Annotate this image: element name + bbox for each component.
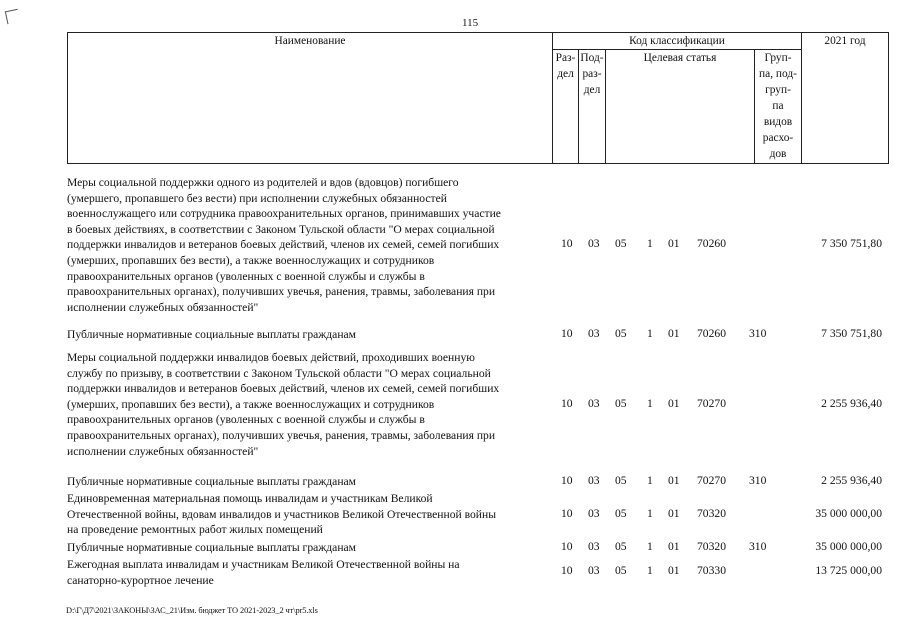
table-row	[67, 350, 887, 459]
header-name: Наименование	[68, 33, 553, 164]
row-target-part-1: 05	[615, 237, 627, 250]
row-target-part-2: 1	[647, 397, 653, 410]
row-target-part-1: 05	[615, 474, 627, 487]
table-header	[67, 32, 889, 164]
row-name-line: Меры социальной поддержки одного из родителей и вдов (вдовцов) погибшего	[67, 176, 459, 189]
table-row	[67, 175, 887, 315]
row-sum-2021: 13 725 000,00	[815, 564, 882, 577]
row-name-line: правоохранительных органах), получивших увечья, ранения, травмы, заболевания при	[67, 428, 496, 442]
row-name-line: правоохранительных органов (уволенных с военной службы и службы в	[67, 413, 425, 427]
table-row	[67, 540, 887, 556]
row-name	[67, 491, 552, 538]
row-name-line: правоохранительных органах), получивших увечья, ранения, травмы, заболевания при	[67, 285, 496, 299]
row-razdel: 10	[561, 474, 573, 487]
row-name-line: (умерших, пропавших без вести), а также военнослужащих и сотрудников	[67, 253, 435, 267]
row-name-line: военнослужащего или сотрудника правоохранительных органов, принимавших участие	[67, 207, 501, 221]
row-sum-2021: 35 000 000,00	[815, 540, 882, 553]
row-sum-2021: 7 350 751,80	[821, 327, 882, 340]
row-name-line: Публичные нормативные социальные выплаты гражданам	[67, 475, 356, 488]
row-target-part-3: 01	[668, 327, 680, 340]
row-name-line: поддержки инвалидов и ветеранов боевых действий, членов их семей, семей погибших	[67, 382, 500, 396]
row-name-line: службу по призыву, в соответствии с Законом Тульской области "О мерах социальной	[67, 366, 491, 380]
page-number: 115	[462, 17, 479, 29]
row-razdel: 10	[561, 564, 573, 577]
row-target-part-1: 05	[615, 540, 627, 553]
row-target-part-3: 01	[668, 397, 680, 410]
row-name-line: (умершего, пропавшего без вести) при исполнении служебных обязанностей	[67, 191, 447, 205]
row-target-part-3: 01	[668, 564, 680, 577]
row-name	[67, 175, 552, 315]
row-target-part-3: 01	[668, 540, 680, 553]
row-target-part-2: 1	[647, 474, 653, 487]
row-expense-group: 310	[749, 474, 767, 487]
row-name	[67, 540, 552, 556]
row-target-part-4: 70260	[697, 237, 726, 250]
row-target-part-3: 01	[668, 507, 680, 520]
row-target-part-1: 05	[615, 507, 627, 520]
row-name-line: Единовременная материальная помощь инвалидам и участникам Великой	[67, 492, 433, 505]
row-name	[67, 327, 552, 343]
row-name-line: Ежегодная выплата инвалидам и участникам Великой Отечественной войны на	[67, 558, 460, 571]
row-sum-2021: 7 350 751,80	[821, 237, 882, 250]
row-name-line: в боевых действиях, в соответствии с Законом Тульской области "О мерах социальной	[67, 222, 495, 236]
header-razdel: Раз- дел	[553, 50, 579, 164]
row-target-part-2: 1	[647, 327, 653, 340]
row-podrazdel: 03	[588, 327, 600, 340]
header-classification-code: Код классификации	[553, 33, 802, 50]
row-podrazdel: 03	[588, 507, 600, 520]
row-name-line: Отечественной войны, вдовам инвалидов и участников Великой Отечественной войны	[67, 507, 496, 521]
row-podrazdel: 03	[588, 474, 600, 487]
row-expense-group: 310	[749, 327, 767, 340]
row-target-part-4: 70270	[697, 397, 726, 410]
row-target-part-3: 01	[668, 474, 680, 487]
header-expense-group: Груп- па, под- груп- па видов расхо- дов	[755, 50, 802, 164]
row-razdel: 10	[561, 507, 573, 520]
row-target-part-1: 05	[615, 564, 627, 577]
row-name-line: (умерших, пропавших без вести), а также военнослужащих и сотрудников	[67, 397, 435, 411]
corner-mark	[5, 9, 20, 24]
row-sum-2021: 35 000 000,00	[815, 507, 882, 520]
row-name-line: исполнении служебных обязанностей"	[67, 444, 259, 458]
row-name	[67, 474, 552, 490]
row-name-line: Публичные нормативные социальные выплаты гражданам	[67, 328, 356, 341]
row-razdel: 10	[561, 237, 573, 250]
row-target-part-1: 05	[615, 397, 627, 410]
table-row	[67, 557, 887, 588]
row-razdel: 10	[561, 327, 573, 340]
row-target-part-1: 05	[615, 327, 627, 340]
row-target-part-2: 1	[647, 564, 653, 577]
row-name-line: исполнении служебных обязанностей"	[67, 300, 259, 314]
row-name-line: поддержки инвалидов и ветеранов боевых действий, членов их семей, семей погибших	[67, 238, 500, 252]
row-target-part-3: 01	[668, 237, 680, 250]
table-row	[67, 491, 887, 538]
row-target-part-4: 70320	[697, 507, 726, 520]
row-target-part-2: 1	[647, 507, 653, 520]
row-podrazdel: 03	[588, 237, 600, 250]
footer-file-path: D:\Г\Д7\2021\ЗАКОНЫ\ЗАС_21\Изм. бюджет ТО 2021-2023_2 чт\pr5.xls	[66, 606, 318, 615]
row-name-line: санаторно-курортное лечение	[67, 573, 214, 587]
row-podrazdel: 03	[588, 540, 600, 553]
row-name	[67, 350, 552, 459]
row-name-line: правоохранительных органов (уволенных с военной службы и службы в	[67, 269, 425, 283]
row-target-part-2: 1	[647, 237, 653, 250]
row-name-line: на проведение ремонтных работ жилых помещений	[67, 523, 323, 537]
row-podrazdel: 03	[588, 564, 600, 577]
row-target-part-2: 1	[647, 540, 653, 553]
row-target-part-4: 70270	[697, 474, 726, 487]
header-target-article: Целевая статья	[606, 50, 755, 164]
row-name-line: Публичные нормативные социальные выплаты гражданам	[67, 541, 356, 554]
table-row	[67, 474, 887, 490]
row-razdel: 10	[561, 540, 573, 553]
header-podrazdel: Под- раз- дел	[579, 50, 606, 164]
row-name-line: Меры социальной поддержки инвалидов боевых действий, проходивших военную	[67, 351, 475, 364]
row-expense-group: 310	[749, 540, 767, 553]
row-target-part-4: 70260	[697, 327, 726, 340]
row-sum-2021: 2 255 936,40	[821, 397, 882, 410]
row-podrazdel: 03	[588, 397, 600, 410]
row-razdel: 10	[561, 397, 573, 410]
table-row	[67, 327, 887, 343]
row-name	[67, 557, 552, 588]
row-target-part-4: 70320	[697, 540, 726, 553]
row-target-part-4: 70330	[697, 564, 726, 577]
header-year: 2021 год	[802, 33, 889, 164]
row-sum-2021: 2 255 936,40	[821, 474, 882, 487]
